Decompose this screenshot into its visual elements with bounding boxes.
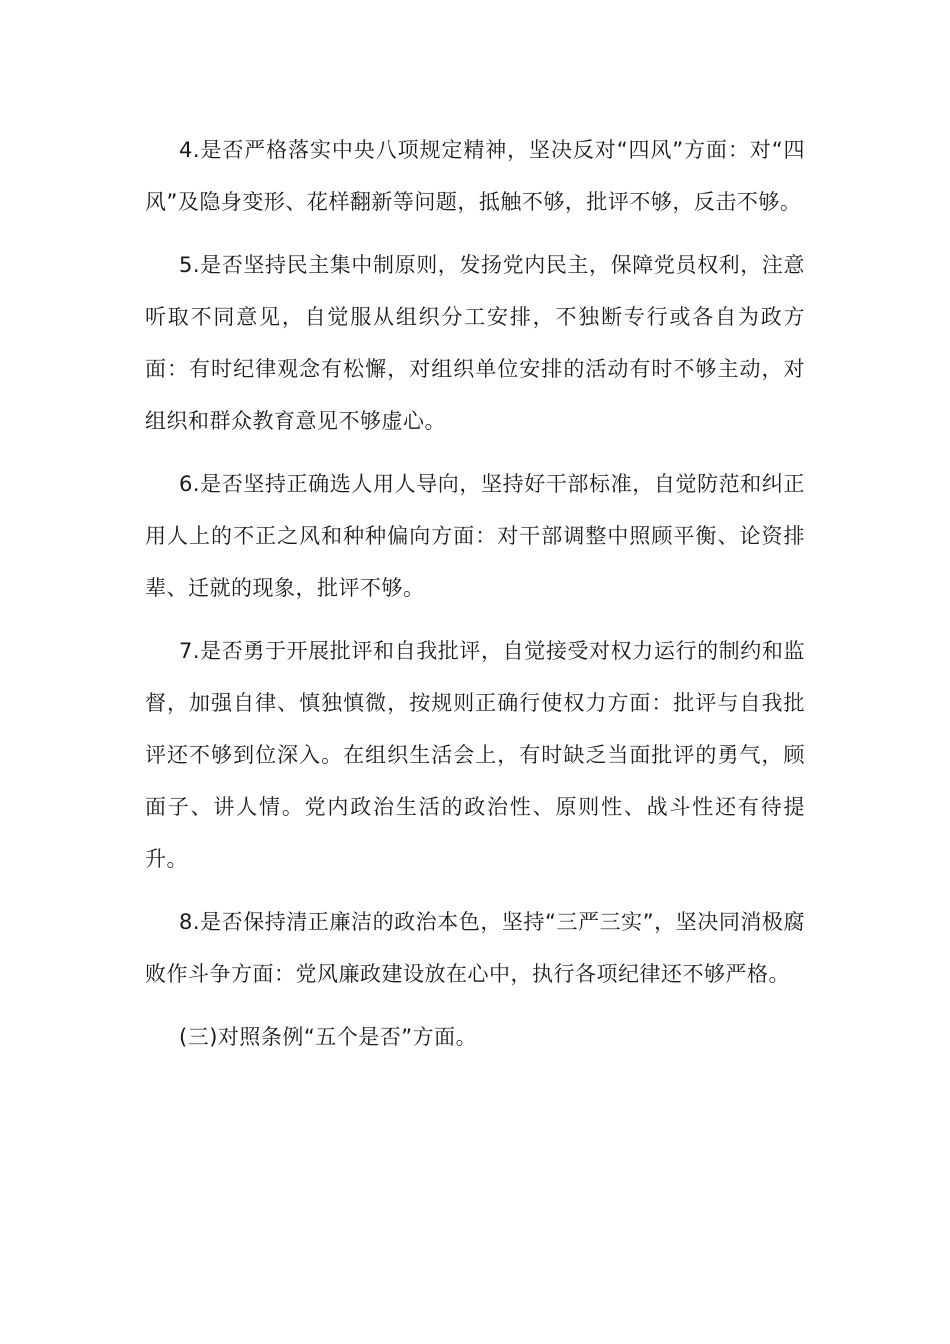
paragraph-item-4: 4.是否严格落实中央八项规定精神，坚决反对“四风”方面：对“四风”及隐身变形、花样翻新等问题，抵触不够，批评不够，反击不够。 bbox=[145, 138, 805, 214]
paragraph-item-6: 6.是否坚持正确选人用人导向，坚持好干部标准，自觉防范和纠正用人上的不正之风和种种偏向方面：对干部调整中照顾平衡、论资排辈、迁就的现象，批评不够。 bbox=[145, 472, 805, 600]
paragraph-item-8: 8.是否保持清正廉洁的政治本色，坚持“三严三实”，坚决同消极腐败作斗争方面：党风廉政建设放在心中，执行各项纪律还不够严格。 bbox=[145, 910, 805, 986]
document-body bbox=[145, 124, 805, 1074]
paragraph-item-7: 7.是否勇于开展批评和自我批评，自觉接受对权力运行的制约和监督，加强自律、慎独慎微，按规则正确行使权力方面：批评与自我批评还不够到位深入。在组织生活会上，有时缺乏当面批评的勇气，顾面子、讲人情。党内政治生活的政治性、原则性、战斗性还有待提升。 bbox=[145, 639, 805, 871]
paragraph-item-5: 5.是否坚持民主集中制原则，发扬党内民主，保障党员权利，注意听取不同意见，自觉服从组织分工安排，不独断专行或各自为政方面：有时纪律观念有松懈，对组织单位安排的活动有时不够主动，对组织和群众教育意见不够虚心。 bbox=[145, 253, 805, 433]
section-heading-three: (三)对照条例“五个是否”方面。 bbox=[179, 1025, 478, 1049]
